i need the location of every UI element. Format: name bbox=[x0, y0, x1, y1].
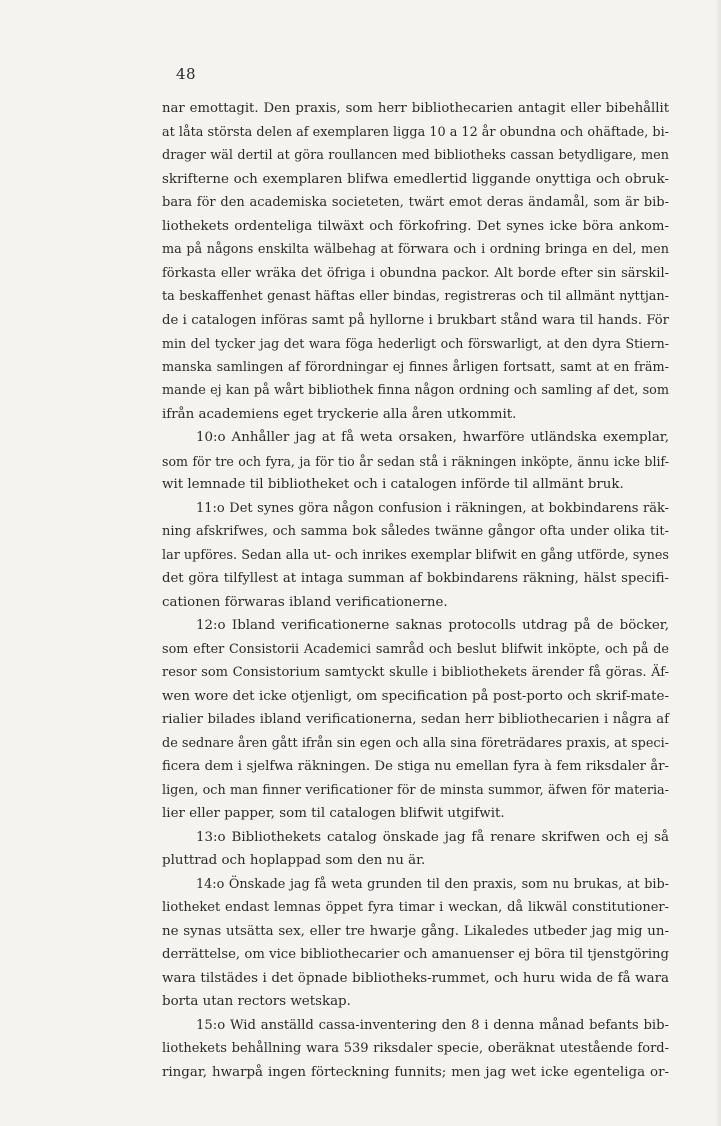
page-number: 48 bbox=[176, 65, 197, 83]
text-line: skrifterne och exemplaren blifwa emedlertid liggande onyttiga och obruk- bbox=[162, 171, 669, 187]
paragraph-first-line: 11:o Det synes göra någon confusion i räkningen, at bokbindarens räk- bbox=[196, 500, 669, 516]
text-line: ficera dem i sjelfwa räkningen. De stiga nu emellan fyra à fem riksdaler år- bbox=[162, 759, 669, 774]
text-line: mande ej kan på wårt bibliothek finna någon ordning och samling af det, som bbox=[162, 383, 669, 398]
text-line: at låta största delen af exemplaren ligga 10 a 12 år obundna och ohäftade, bi- bbox=[162, 124, 669, 140]
text-line: ne synas utsätta sex, eller tre hwarje gång. Likaledes utbeder jag mig un- bbox=[162, 923, 669, 939]
text-line: lier eller papper, som til catalogen blifwit utgifwit. bbox=[162, 806, 505, 821]
text-line: lar upföres. Sedan alla ut- och inrikes exemplar blifwit en gång utförde, synes bbox=[162, 547, 669, 563]
text-line: manska samlingen af förordningar ej finnes årligen fortsatt, samt at en främ- bbox=[162, 359, 669, 375]
text-line: ligen, och man finner verificationer för de minsta summor, äfwen för materia- bbox=[162, 782, 669, 798]
text-line: som för tre och fyra, ja för tio år sedan stå i räkningen inköpte, ännu icke blif- bbox=[162, 453, 669, 469]
text-line: ning afskrifwes, och samma bok således twänne gångor ofta under olika tit- bbox=[162, 524, 669, 539]
text-line: ma på någons enskilta wälbehag at förwara och i ordning bringa en del, men bbox=[162, 242, 669, 257]
text-line: min del tycker jag det wara föga hederligt och förswarligt, at den dyra Stiern- bbox=[162, 336, 669, 351]
text-line: liothekets behållning wara 539 riksdaler specie, oberäknat utestående ford- bbox=[162, 1041, 669, 1056]
text-line: liotheket endast lemnas öppet fyra timar i weckan, då likwäl constitutioner- bbox=[162, 900, 669, 915]
text-line: borta utan rectors wetskap. bbox=[162, 994, 351, 1009]
text-line: ringar, hwarpå ingen förteckning funnits; men jag wet icke egenteliga or- bbox=[162, 1064, 669, 1080]
text-line: resor som Consistorium samtyckt skulle i bibliothekets ärender få göras. Äf- bbox=[162, 665, 669, 680]
text-line: wen wore det icke otjenligt, om specification på post-porto och skrif-mate- bbox=[162, 688, 669, 704]
text-line: de sednare åren gått ifrån sin egen och alla sina företrädares praxis, at speci- bbox=[162, 735, 669, 751]
text-line: drager wäl dertil at göra roullancen med bibliotheks cassan betydligare, men bbox=[162, 148, 669, 163]
paragraph-first-line: 13:o Bibliothekets catalog önskade jag få renare skrifwen och ej så bbox=[196, 829, 669, 845]
text-line: rialier bilades ibland verificationerna, sedan herr bibliothecarien i några af bbox=[162, 712, 669, 727]
text-line: ifrån academiens eget tryckerie alla åren utkommit. bbox=[162, 406, 517, 422]
text-line: nar emottagit. Den praxis, som herr bibliothecarien antagit eller bibehållit bbox=[162, 101, 669, 116]
text-line: wara tilstädes i det öpnade bibliotheks-rummet, och huru wida de få wara bbox=[162, 970, 669, 986]
paragraph-first-line: 12:o Ibland verificationerne saknas protocolls utdrag på de böcker, bbox=[196, 618, 669, 633]
text-line: wit lemnade til bibliotheket och i catalogen införde til allmänt bruk. bbox=[162, 477, 624, 492]
text-line: bara för den academiska societeten, twärt emot deras ändamål, som är bib- bbox=[162, 195, 669, 210]
paragraph-first-line: 10:o Anhåller jag at få weta orsaken, hwarföre utländska exemplar, bbox=[196, 430, 669, 445]
text-line: det göra tilfyllest at intaga summan af bokbindarens räkning, hälst specifi- bbox=[162, 571, 669, 586]
text-line: liothekets ordenteliga tilwäxt och förkofring. Det synes icke böra ankom- bbox=[162, 218, 669, 234]
text-line: förkasta eller wräka det öfriga i obundna packor. Alt borde efter sin särskil- bbox=[162, 265, 669, 281]
text-line: pluttrad och hoplappad som den nu är. bbox=[162, 853, 426, 868]
paragraph-first-line: 14:o Önskade jag få weta grunden til den praxis, som nu brukas, at bib- bbox=[196, 876, 669, 892]
body-text bbox=[162, 97, 669, 1084]
text-line: cationen förwaras ibland verificationerne. bbox=[162, 594, 448, 610]
text-line: ta beskaffenhet genast häftas eller bindas, registreras och til allmänt nyttjan- bbox=[162, 289, 669, 304]
text-line: som efter Consistorii Academici samråd och beslut blifwit inköpte, och på de bbox=[162, 641, 669, 657]
text-line: de i catalogen införas samt på hyllorne i brukbart stånd wara til hands. För bbox=[162, 312, 669, 328]
paragraph-first-line: 15:o Wid anställd cassa-inventering den 8 i denna månad befants bib- bbox=[196, 1017, 669, 1033]
text-line: derrättelse, om vice bibliothecarier och amanuenser ej böra til tjenstgöring bbox=[162, 947, 669, 962]
page-edge-shadow bbox=[715, 0, 721, 1126]
